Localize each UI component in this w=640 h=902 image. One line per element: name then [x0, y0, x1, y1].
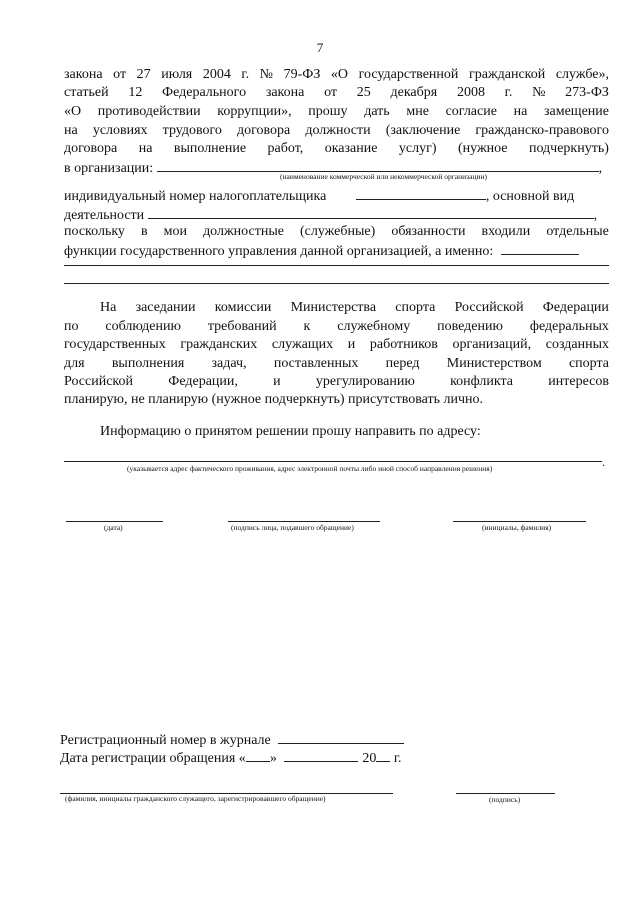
word: Министерства: [290, 300, 377, 315]
word: требований: [207, 319, 277, 334]
functions-line: [64, 241, 609, 261]
word: выполнение: [173, 141, 247, 156]
word: конфликта: [450, 374, 513, 389]
intro-line-9: [64, 223, 609, 241]
organization-label: в организации:: [64, 161, 154, 176]
word: урегулированию: [315, 374, 415, 389]
word: согласие: [445, 104, 497, 119]
word: мои: [163, 224, 188, 239]
word: поскольку: [64, 224, 125, 239]
date-field[interactable]: [66, 521, 163, 522]
registrar-name-caption: (фамилия, инициалы гражданского служащего, зарегистрировавшего обращение): [65, 794, 326, 803]
word: закона: [64, 67, 103, 82]
word: подчеркнуть): [528, 141, 609, 156]
word: дать: [364, 104, 390, 119]
functions-field[interactable]: [501, 241, 579, 255]
activity-label-start: , основной вид: [485, 189, 575, 204]
word: 12: [128, 85, 143, 100]
word: обязанности: [391, 224, 466, 239]
word: гражданских: [180, 337, 258, 352]
intro-line-2: [64, 84, 609, 102]
word: гражданско-правового: [475, 123, 609, 138]
word: Федерации: [542, 300, 609, 315]
word: созданных: [545, 337, 609, 352]
word: заседании: [135, 300, 196, 315]
word: 25: [356, 85, 371, 100]
word: на: [138, 141, 153, 156]
registrar-signature-caption: (подпись): [489, 795, 521, 804]
word: договора: [237, 123, 291, 138]
word: 2008: [456, 85, 485, 100]
activity-comma: ,: [593, 208, 598, 223]
word: для: [64, 356, 85, 371]
word: коррупции»,: [217, 104, 292, 119]
word: №: [532, 85, 546, 100]
address-period: .: [602, 455, 605, 469]
word: Министерством: [446, 356, 542, 371]
word: отдельные: [546, 224, 609, 239]
word: выполнения: [111, 356, 185, 371]
word: договора: [64, 141, 118, 156]
word: по: [64, 319, 79, 334]
word: Федерального: [162, 85, 247, 100]
registration-number-field[interactable]: [278, 730, 404, 744]
functions-label: функции государственного управления данной организацией, а именно:: [64, 244, 494, 259]
word: служащих: [271, 337, 334, 352]
word: условиях: [92, 123, 148, 138]
word: «О: [64, 104, 82, 119]
word: г.: [241, 67, 250, 82]
word: службе»,: [555, 67, 609, 82]
word: в: [140, 224, 148, 239]
word: к: [303, 319, 311, 334]
word: поставленных: [273, 356, 359, 371]
word: противодействии: [97, 104, 201, 119]
word: работ,: [267, 141, 304, 156]
registrar-signature-field[interactable]: [456, 793, 555, 794]
word: Федерации,: [168, 374, 238, 389]
word: (нужное: [457, 141, 508, 156]
word: оказание: [324, 141, 378, 156]
word: на: [64, 123, 78, 138]
registration-date-line: [60, 748, 440, 768]
word: спорта: [568, 356, 609, 371]
word: статьей: [64, 85, 109, 100]
commission-line-4: [64, 355, 609, 373]
word: поведению: [437, 319, 503, 334]
registration-day-field[interactable]: [246, 748, 270, 762]
word: №: [259, 67, 274, 82]
intro-line-3: [64, 103, 609, 121]
signature-caption: (подпись лица, подавшего обращение): [231, 523, 354, 532]
word: 273-ФЗ: [565, 85, 609, 100]
word: На: [100, 300, 117, 315]
initials-caption: (инициалы, фамилия): [482, 523, 552, 532]
word: на: [513, 104, 528, 119]
word: от: [324, 85, 338, 100]
functions-rule-1[interactable]: [64, 265, 609, 266]
word: спорта: [395, 300, 436, 315]
commission-line-6: планирую, не планирую (нужное подчеркнуть) присутствовать лично.: [64, 392, 483, 407]
intro-line-4: [64, 122, 609, 140]
word: закона: [265, 85, 305, 100]
word: «О: [330, 67, 349, 82]
registration-number-line: [60, 730, 440, 750]
word: Российской: [454, 300, 524, 315]
inn-field[interactable]: [356, 186, 486, 200]
registration-number-label: Регистрационный номер в журнале: [60, 733, 271, 748]
page-number: 7: [316, 40, 324, 55]
commission-line-2: [64, 318, 609, 336]
organization-field[interactable]: [157, 158, 599, 172]
word: интересов: [548, 374, 609, 389]
intro-line-5: [64, 140, 609, 158]
word: должности: [305, 123, 371, 138]
word: организаций,: [452, 337, 532, 352]
activity-line: [64, 205, 609, 225]
registration-year-suffix: г.: [393, 751, 402, 766]
word: входили: [481, 224, 531, 239]
word: замещение: [543, 104, 609, 119]
word: мне: [406, 104, 429, 119]
word: прошу: [308, 104, 348, 119]
activity-field[interactable]: [148, 205, 594, 219]
organization-caption: (наименование коммерческой или некоммерческой организации): [280, 172, 487, 181]
word: от: [113, 67, 127, 82]
address-caption: (указывается адрес фактического проживания, адрес электронной почты либо иной способ направления решения): [127, 464, 493, 473]
signature-field[interactable]: [228, 521, 380, 522]
inn-label: индивидуальный номер налогоплательщика: [64, 189, 327, 204]
registration-date-quote: »: [269, 751, 277, 766]
registration-date-label: Дата регистрации обращения «: [60, 751, 246, 766]
activity-label: деятельности: [64, 208, 145, 223]
word: (заключение: [385, 123, 461, 138]
date-caption: (дата): [104, 523, 123, 532]
word: и: [347, 337, 356, 352]
word: декабря: [390, 85, 438, 100]
word: комиссии: [214, 300, 272, 315]
commission-line-5: [64, 373, 609, 391]
initials-field[interactable]: [453, 521, 586, 522]
word: 79-ФЗ: [283, 67, 321, 82]
word: служебному: [337, 319, 411, 334]
word: 2004: [202, 67, 231, 82]
organization-comma: ,: [598, 161, 603, 176]
word: федеральных: [529, 319, 609, 334]
word: должностные: [203, 224, 284, 239]
word: соблюдению: [105, 319, 181, 334]
word: задач,: [211, 356, 247, 371]
commission-line-1: [100, 299, 609, 317]
word: работников: [369, 337, 438, 352]
info-request: Информацию о принятом решении прошу направить по адресу:: [100, 424, 481, 439]
word: услуг): [398, 141, 437, 156]
word: и: [273, 374, 281, 389]
word: перед: [385, 356, 420, 371]
address-field[interactable]: [64, 461, 602, 462]
intro-line-1: [64, 66, 609, 84]
word: трудового: [162, 123, 222, 138]
word: июля: [161, 67, 193, 82]
registration-month-field[interactable]: [284, 748, 358, 762]
registration-year-prefix: 20: [362, 751, 377, 766]
word: (служебные): [300, 224, 376, 239]
word: государственной: [358, 67, 459, 82]
word: 27: [136, 67, 151, 82]
inn-line: [64, 186, 609, 206]
word: государственных: [64, 337, 166, 352]
word: Российской: [64, 374, 133, 389]
commission-line-3: [64, 336, 609, 354]
word: гражданской: [468, 67, 546, 82]
functions-rule-2[interactable]: [64, 283, 609, 284]
registration-year-field[interactable]: [376, 748, 390, 762]
word: г.: [504, 85, 513, 100]
